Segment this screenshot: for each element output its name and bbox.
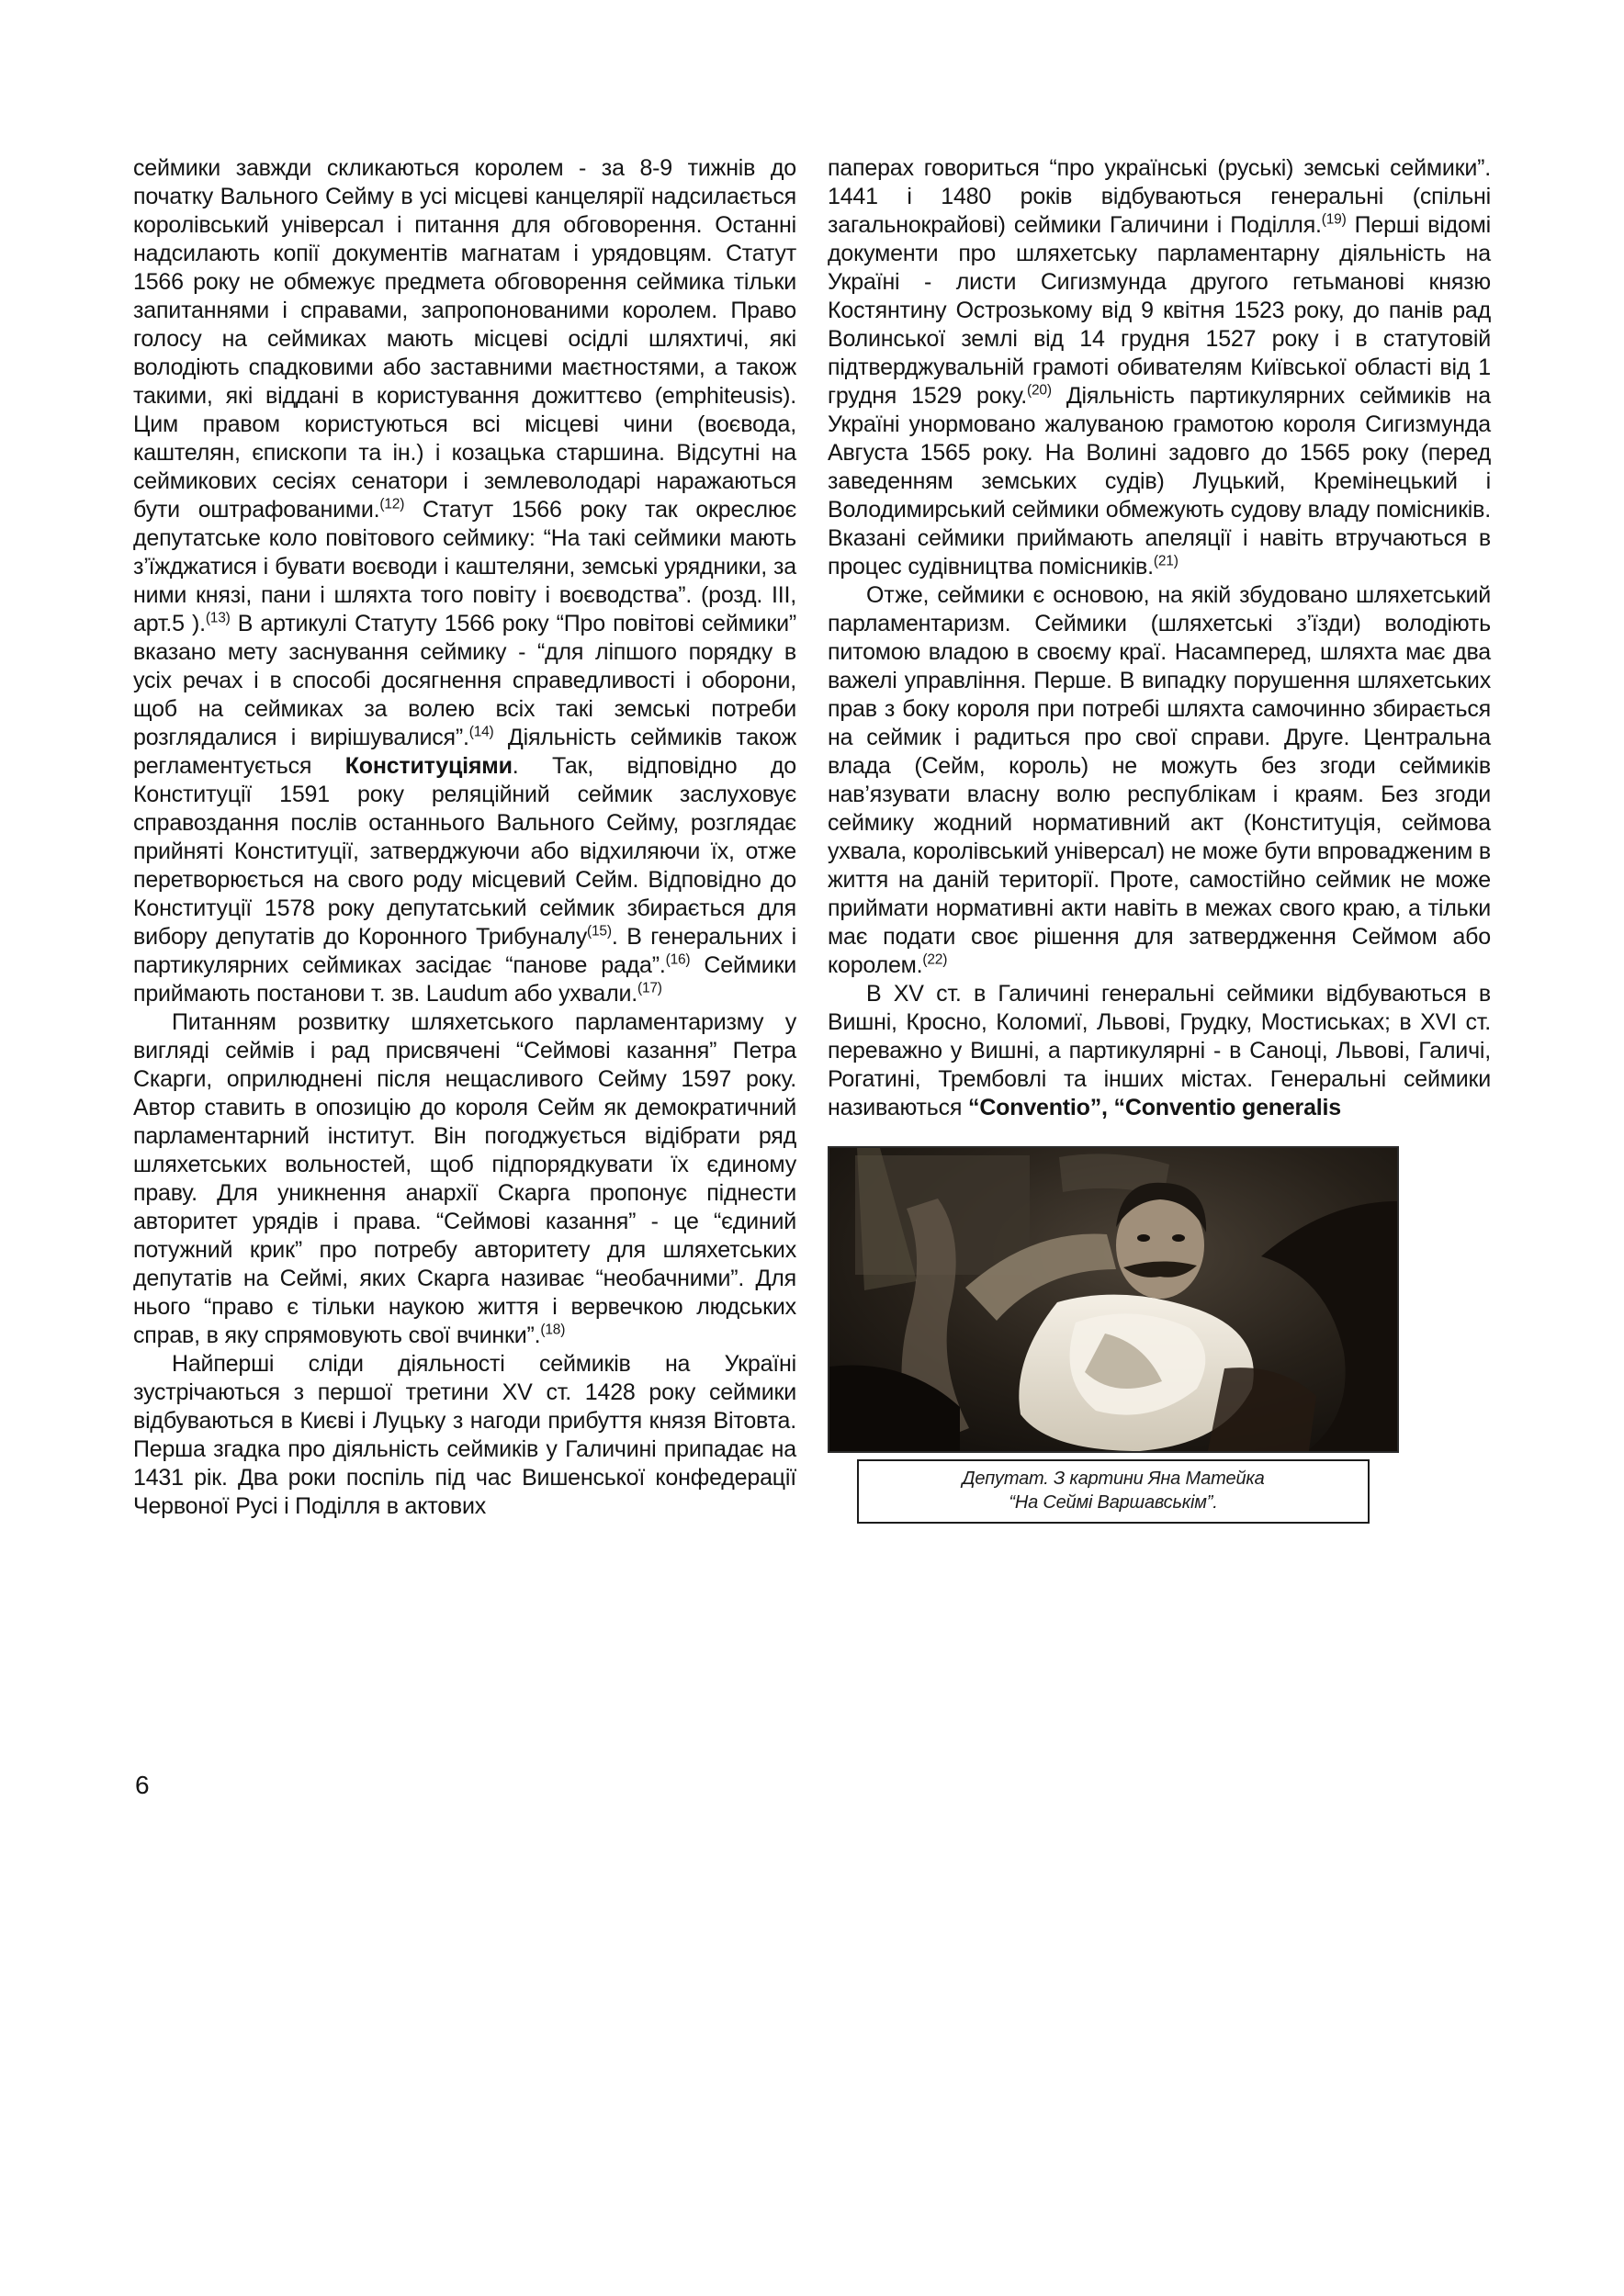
figure-caption-line-1: Депутат. З картини Яна Матейка [962,1469,1265,1489]
paragraph-left-1: сеймики завжди скликаються королем - за 8-9 тижнів до початку Вального Сейму в усі місцеві канцелярії надсилається королівський універсал і питання для обговорення. Останні надсилають копії документів магнатам і урядовцям. Статут 1566 року не обмежує предмета обговорення сеймика тільки запитаннями і справами, запропонованими королем. Право голосу на сеймиках мають місцеві осідлі шляхтичі, які володіють спадковими або заставними маєтностями, а також такими, які віддані в користування дожиттєво (emphiteusis). Цим правом користуються всі місцеві чини (воєвода, каштелян, єпископи та ін.) і козацька старшина. Відсутні на сеймикових сесіях сенатори і землеволодарі наражаються бути оштрафованими.$^{(12)}$ Статут 1566 року так окреслює депутатське коло повітового сеймику: “На такі сеймики мають з’їжджатися і бувати воєводи і каштеляни, земські урядники, за ними князі, пани і шляхта того повіту і воєводства”. (розд. III, арт.5 ).$^{(13)}$ В артикулі Статуту 1566 року “Про повітові сеймики” вказано мету заснування сеймику - “для ліпшого порядку в усіх речах і в способі досягнення справедливості і оборони, щоб на сеймиках за волею всіх такі земські потреби розглядалися і вирішувалися”.$^{(14)}$ Діяльність сеймиків також регламентується Конституціями. Так, відповідно до Конституції 1591 року реляційний сеймик заслуховує справоздання послів останнього Вального Сейму, розглядає прийняті Конституції, затверджуючи або відхиляючи їх, отже перетворюється на свого роду місцевий Сейм. Відповідно до Конституції 1578 року депутатський сеймик збирається для вибору депутатів до Коронного Трибуналу$^{(15)}$. В генеральних і партикулярних сеймиках засідає “панове рада”.$^{(16)}$ Сеймики приймають постанови т. зв. Laudum або ухвали.$^{(17)}$ [133,155,797,1007]
paragraph-right-2: Отже, сеймики є основою, на якій збудовано шляхетський парламентаризм. Сеймики (шляхетські з’їзди) володіють питомою владою в своєму краї. Насамперед, шляхта має два важелі управління. Перше. В випадку порушення шляхетських прав з боку короля при потребі шляхта самочинно збирається на сеймик і радиться про свої справи. Друге. Центральна влада (Сейм, король) не можуть без згоди сеймиків нав’язувати власну волю республікам і краям. Без згоди сеймику жодний нормативний акт (Конституція, сеймова ухвала, королівський універсал) не може бути впровадженим в життя на даній території. Проте, самостійно сеймик не може приймати нормативні акти навіть в межах свого краю, а тільки має подати своє рішення для затвердження Сеймом або королем.$^{(22)}$ [828,582,1491,978]
left-column [133,154,796,1524]
paragraph-left-2: Питанням розвитку шляхетського парламентаризму у вигляді сеймів і рад присвячені “Сеймові казання” Петра Скарги, оприлюднені після нещасливого Сейму 1597 року. Автор ставить в опозицію до короля Сейм як демократичний парламентарний інститут. Він погоджується відібрати ряд шляхетських вольностей, щоб підпорядкувати їх єдиному праву. Для уникнення анархії Скарга пропонує піднести авторитет урядів і права. “Сеймові казання” - це “єдиний потужний крик” про потребу авторитету для шляхетських депутатів на Сеймі, яких Скарга називає “необачними”. Для нього “право є тільки наукою життя і вервечкою людських справ, в яку спрямовують свої вчинки”.$^{(18)}$ [133,1009,796,1348]
figure-caption-line-2: “На Сеймі Варшавськім”. [1009,1492,1218,1513]
figure-caption [857,1459,1370,1524]
figure-deputy-painting [828,1146,1399,1524]
paragraph-left-3: Найперші сліди діяльності сеймиків на Україні зустрічаються з першої третини XV ст. 1428 року сеймики відбуваються в Києві і Луцьку з нагоди прибуття князя Вітовта. Перша згадка про діяльність сеймиків у Галичині припадає на 1431 рік. Два роки поспіль під час Вишенської конфедерації Червоної Русі і Поділля в актових [133,1351,796,1519]
page-content [133,154,1491,1524]
painting-image [828,1146,1399,1453]
painting-illustration [829,1148,1397,1451]
right-column [828,154,1491,1524]
paragraph-right-1: паперах говориться “про українські (руські) земські сеймики”. 1441 і 1480 років відбуваються генеральні (спільні загальнокрайові) сеймики Галичини і Поділля.$^{(19)}$ Перші відомі документи про шляхетську парламентарну діяльність на Україні - листи Сигизмунда другого гетьманові князю Костянтину Острозькому від 9 квітня 1523 року, до панів рад Волинської землі від 14 грудня 1527 року і в статутовій підтверджувальній грамоті обивателям Київської області від 1 грудня 1529 року.$^{(20)}$ Діяльність партикулярних сеймиків на Україні унормовано жалуваною грамотою короля Сигизмунда Августа 1565 року. На Волині задовго до 1565 року (перед заведенням земських судів) Луцький, Кремінецький і Володимирський сеймики обмежують судову владу помісників. Вказані сеймики приймають апеляції і навіть втручаються в процес судівництва помісників.$^{(21)}$ [828,155,1491,580]
page-number: 6 [135,1771,150,1799]
paragraph-right-3: В XV ст. в Галичині генеральні сеймики відбуваються в Вишні, Кросно, Коломиї, Львові, Грудку, Мостиськах; в XVI ст. переважно у Вишні, а партикулярні - в Саноці, Львові, Галичі, Рогатині, Трембовлі та інших містах. Генеральні сеймики називаються “Conventio”, “Conventio generalis [828,981,1491,1120]
